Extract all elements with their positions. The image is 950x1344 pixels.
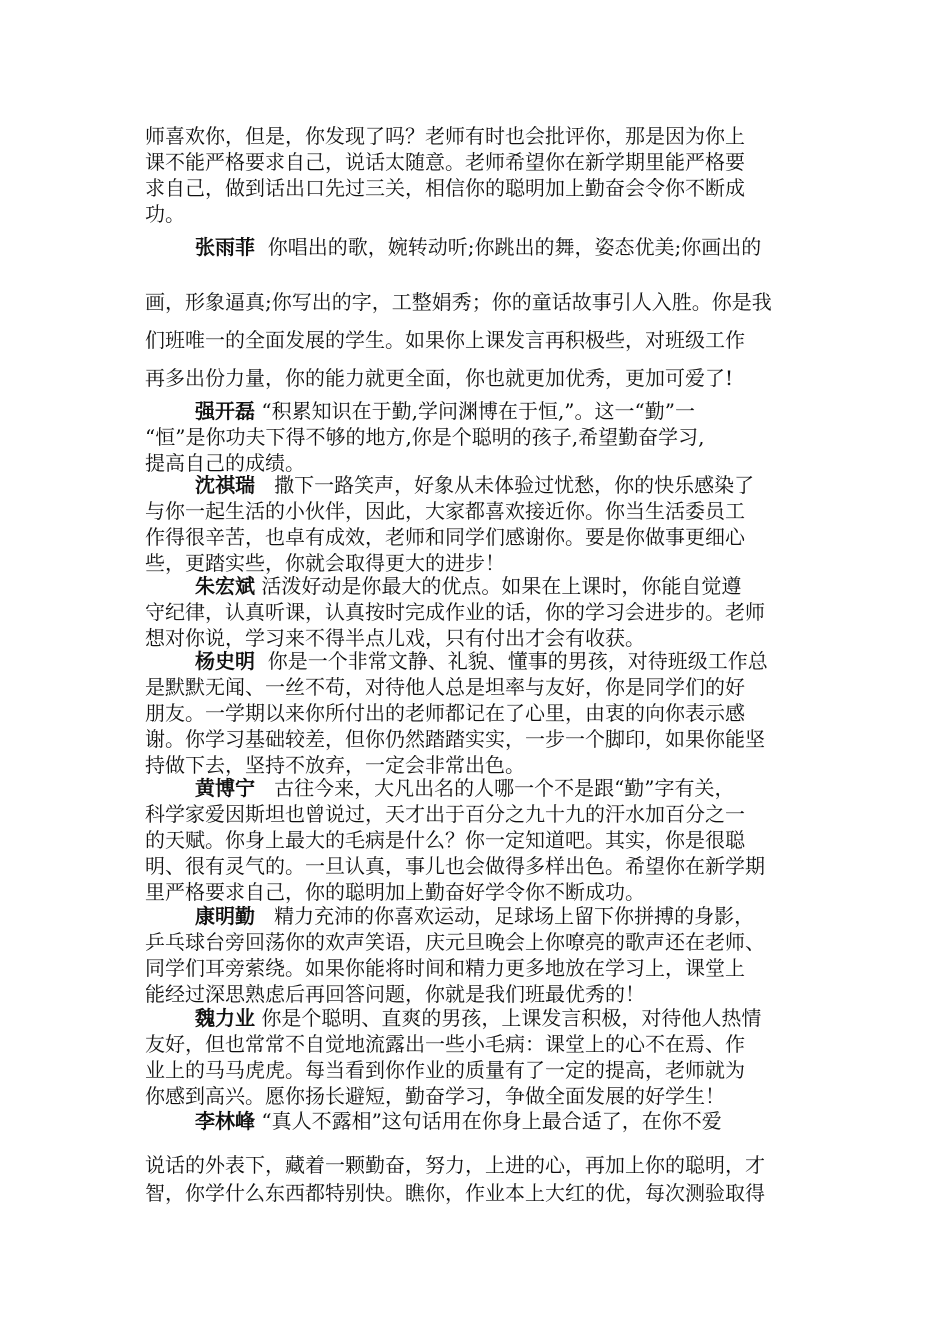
comment-paragraph-zhang-yufei [145,232,805,394]
student-name: 张雨菲 [195,235,255,259]
comment-paragraph-li-linfeng [145,1106,805,1207]
text-line: 业上的马马虎虎。每当看到你作业的质量有了一定的提高，老师就为 [145,1058,745,1082]
text-line: 明、很有灵气的。一旦认真，事儿也会做得多样出色。希望你在新学期 [145,854,765,878]
student-name: 李林峰 [195,1109,255,1133]
text-line: 课不能严格要求自己，说话太随意。老师希望你在新学期里能严格要 [145,150,745,174]
comment-paragraph-kang-mingqin [145,903,805,1007]
student-name: 沈祺瑞 [195,473,255,497]
text-line: 朋友。一学期以来你所付出的老师都记在了心里，由衷的向你表示感 [145,701,745,725]
comment-paragraph-qiang-kailei [145,398,805,476]
text-line: 撒下一路笑声，好象从未体验过忧愁，你的快乐感染了 [274,473,755,497]
text-line: 们班唯一的全面发展的学生。如果你上课发言再积极些，对班级工作 [145,328,745,352]
text-line: “积累知识在于勤,学问渊博在于恒,”。这一“勤”一 [261,399,695,423]
text-line: 提高自己的成绩。 [145,451,305,475]
text-line: 画，形象逼真;你写出的字，工整娟秀；你的童话故事引人入胜。你是我 [145,290,772,314]
text-line: 再多出份力量，你的能力就更全面，你也就更加优秀，更加可爱了! [145,366,734,390]
text-line: 能经过深思熟虑后再回答问题，你就是我们班最优秀的！ [145,982,645,1006]
comment-paragraph-wei-liye [145,1005,805,1109]
comment-paragraph-yang-shiming [145,648,805,778]
text-line: 与你一起生活的小伙伴，因此，大家都喜欢接近你。你当生活委员工 [145,499,745,523]
text-line: 智，你学什么东西都特别快。瞧你，作业本上大红的优，每次测验取得 [145,1181,765,1205]
text-line: 你感到高兴。愿你扬长避短，勤奋学习，争做全面发展的好学生！ [145,1084,725,1108]
comment-paragraph-shen-qirui [145,472,805,576]
text-line: “真人不露相”这句话用在你身上最合适了，在你不爱 [261,1109,722,1133]
text-line: 你唱出的歌，婉转动听;你跳出的舞，姿态优美;你画出的 [267,235,762,259]
text-line: 求自己，做到话出口先过三关，相信你的聪明加上勤奋会令你不断成 [145,176,745,200]
text-line: 你是个聪明、直爽的男孩，上课发言积极，对待他人热情 [261,1006,762,1030]
text-line: “恒”是你功夫下得不够的地方,你是个聪明的孩子,希望勤奋学习, [145,425,705,449]
student-name: 强开磊 [195,399,255,423]
text-line: 功。 [145,202,185,226]
text-line: 的天赋。你身上最大的毛病是什么？你一定知道吧。其实，你是很聪 [145,828,745,852]
text-line: 持做下去，坚持不放弃，一定会非常出色。 [145,753,525,777]
text-line: 你是一个非常文静、礼貌、懂事的男孩，对待班级工作总 [267,649,768,673]
student-name: 康明勤 [195,904,255,928]
text-line: 师喜欢你，但是，你发现了吗？老师有时也会批评你，那是因为你上 [145,124,745,148]
comment-paragraph-huang-boning [145,775,805,905]
comment-paragraph-zhu-hongbin [145,573,805,651]
text-line: 些，更踏实些，你就会取得更大的进步！ [145,551,505,575]
text-line: 精力充沛的你喜欢运动，足球场上留下你拼搏的身影， [274,904,755,928]
student-name: 黄博宁 [195,776,255,800]
student-name: 朱宏斌 [195,574,255,598]
text-line: 友好，但也常常不自觉地流露出一些小毛病：课堂上的心不在焉、作 [145,1032,745,1056]
text-line: 里严格要求自己，你的聪明加上勤奋好学令你不断成功。 [145,880,645,904]
text-line: 想对你说，学习来不得半点儿戏，只有付出才会有收获。 [145,626,645,650]
text-line: 是默默无闻、一丝不苟，对待他人总是坦率与友好，你是同学们的好 [145,675,745,699]
text-line: 科学家爱因斯坦也曾说过，天才出于百分之九十九的汗水加百分之一 [145,802,745,826]
text-line: 乒乓球台旁回荡你的欢声笑语，庆元旦晚会上你嘹亮的歌声还在老师、 [145,930,765,954]
student-name: 杨史明 [195,649,255,673]
text-line: 作得很辛苦，也卓有成效，老师和同学们感谢你。要是你做事更细心 [145,525,745,549]
text-line: 守纪律，认真听课，认真按时完成作业的话，你的学习会进步的。老师 [145,600,765,624]
comment-paragraph-continuation [145,123,805,227]
text-line: 说话的外表下，藏着一颗勤奋，努力，上进的心，再加上你的聪明，才 [145,1153,765,1177]
student-name: 魏力业 [195,1006,255,1030]
text-line: 古往今来，大凡出名的人哪一个不是跟“勤”字有关， [274,776,735,800]
text-line: 活泼好动是你最大的优点。如果在上课时，你能自觉遵 [261,574,742,598]
text-line: 谢。你学习基础较差，但你仍然踏踏实实，一步一个脚印，如果你能坚 [145,727,765,751]
text-line: 同学们耳旁萦绕。如果你能将时间和精力更多地放在学习上，课堂上 [145,956,745,980]
